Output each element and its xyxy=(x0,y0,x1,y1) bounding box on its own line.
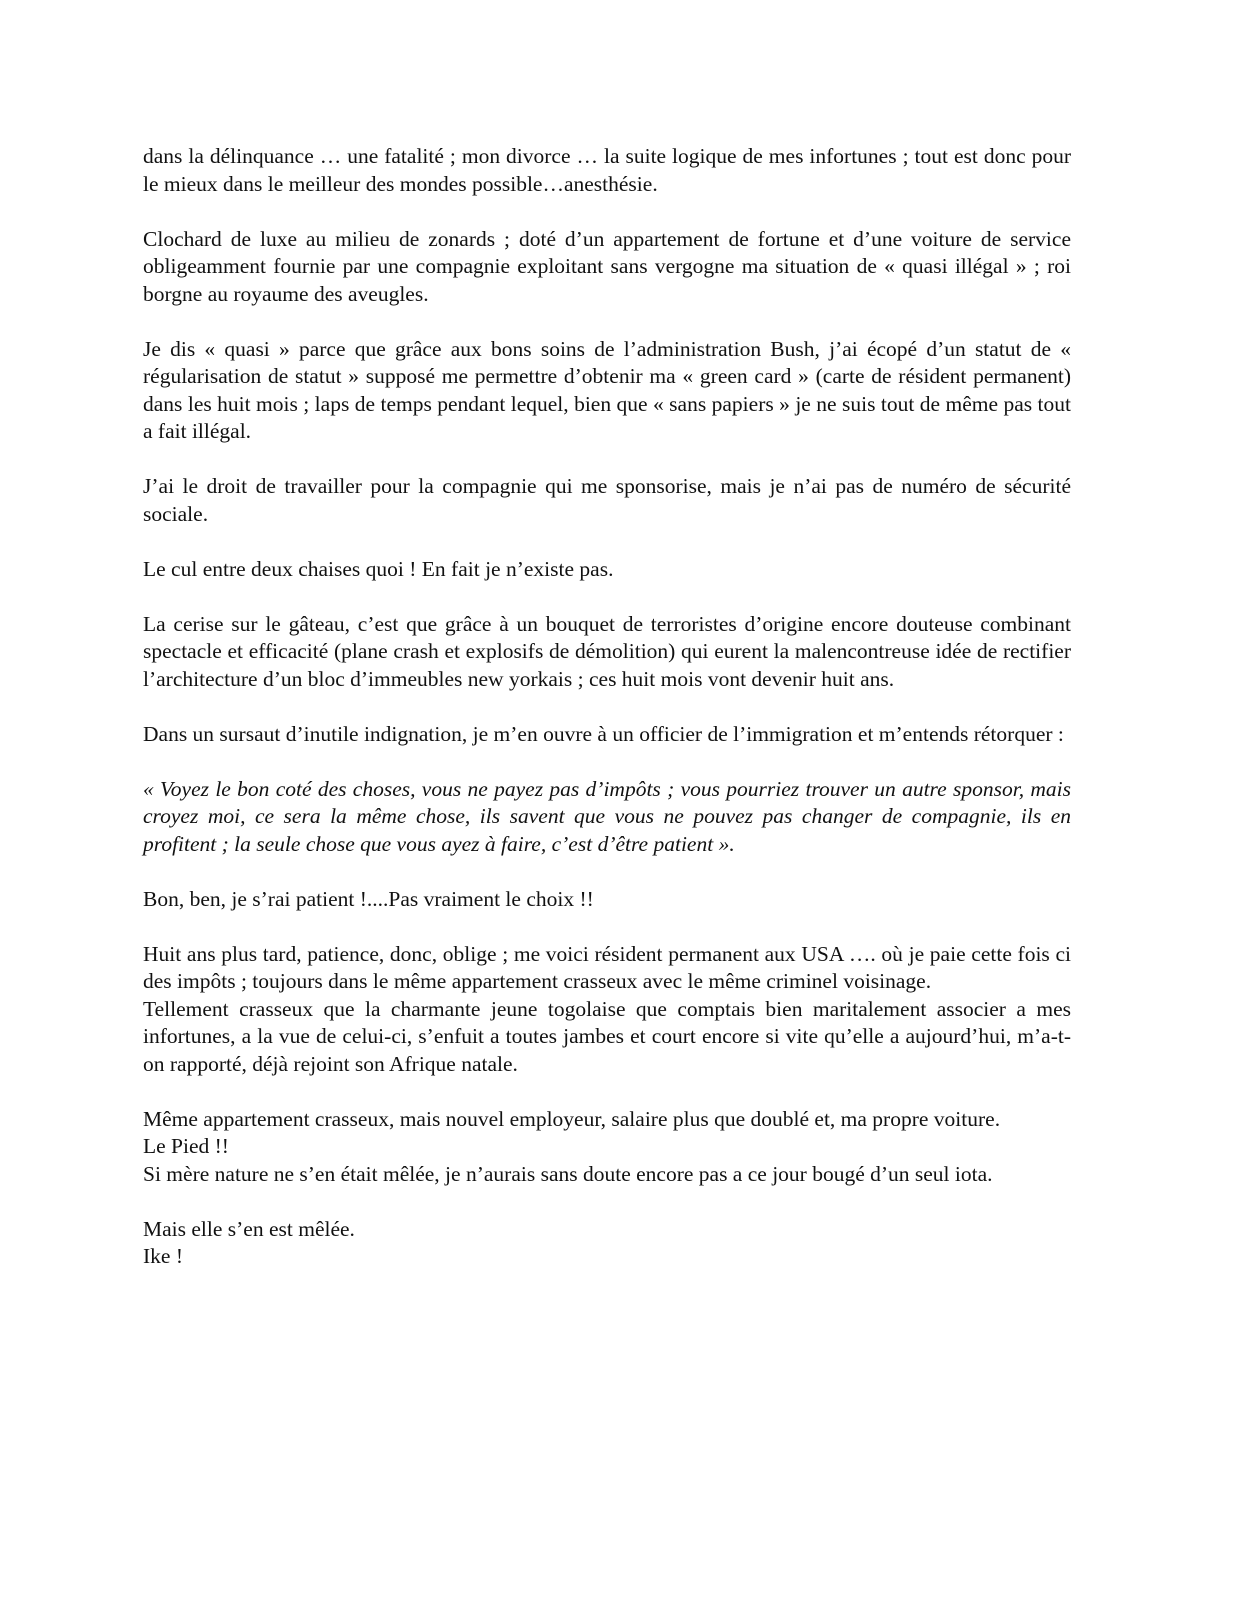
paragraph: Tellement crasseux que la charmante jeune togolaise que comptais bien maritalement associer a mes infortunes, a la vue de celui-ci, s’enfuit a toutes jambes et court encore si vite qu’elle a aujourd’hui, m’a-t-on rapporté, déjà rejoint son Afrique natale. xyxy=(143,996,1071,1076)
paragraph: Je dis « quasi » parce que grâce aux bons soins de l’administration Bush, j’ai écopé d’un statut de « régularisation de statut » supposé me permettre d’obtenir ma « green card » (carte de résident permanent) dans les huit mois ; laps de temps pendant lequel, bien que « sans papiers » je ne suis tout de même pas tout a fait illégal. xyxy=(143,336,1071,443)
paragraph: Clochard de luxe au milieu de zonards ; doté d’un appartement de fortune et d’une voiture de service obligeamment fournie par une compagnie exploitant sans vergogne ma situation de « quasi illégal » ; roi borgne au royaume des aveugles. xyxy=(143,226,1071,306)
paragraph: dans la délinquance … une fatalité ; mon divorce … la suite logique de mes infortunes ; tout est donc pour le mieux dans le meilleur des mondes possible…anesthésie. xyxy=(143,144,1071,196)
paragraph: Huit ans plus tard, patience, donc, oblige ; me voici résident permanent aux USA …. où je paie cette fois ci des impôts ; toujours dans le même appartement crasseux avec le même criminel voisinage. xyxy=(143,941,1071,993)
paragraph: Le Pied !! xyxy=(143,1134,229,1158)
paragraph: Ike ! xyxy=(143,1244,183,1268)
paragraph: J’ai le droit de travailler pour la compagnie qui me sponsorise, mais je n’ai pas de numéro de sécurité sociale. xyxy=(143,474,1071,526)
quoted-paragraph: « Voyez le bon coté des choses, vous ne payez pas d’impôts ; vous pourriez trouver un autre sponsor, mais croyez moi, ce sera la même chose, ils savent que vous ne pouvez pas changer de compagnie, ils en profitent ; la seule chose que vous ayez à faire, c’est d’être patient ». xyxy=(143,776,1071,856)
paragraph: Même appartement crasseux, mais nouvel employeur, salaire plus que doublé et, ma propre voiture. xyxy=(143,1106,1001,1131)
paragraph: Si mère nature ne s’en était mêlée, je n’aurais sans doute encore pas a ce jour bougé d’un seul iota. xyxy=(143,1161,993,1186)
paragraph: Le cul entre deux chaises quoi ! En fait je n’existe pas. xyxy=(143,556,614,581)
paragraph: La cerise sur le gâteau, c’est que grâce à un bouquet de terroristes d’origine encore douteuse combinant spectacle et efficacité (plane crash et explosifs de démolition) qui eurent la malencontreuse idée de rectifier l’architecture d’un bloc d’immeubles new yorkais ; ces huit mois vont devenir huit ans. xyxy=(143,611,1071,691)
paragraph: Bon, ben, je s’rai patient !....Pas vraiment le choix !! xyxy=(143,886,594,911)
document-body xyxy=(143,143,1071,1271)
paragraph: Dans un sursaut d’inutile indignation, je m’en ouvre à un officier de l’immigration et m’entends rétorquer : xyxy=(143,721,1064,746)
paragraph: Mais elle s’en est mêlée. xyxy=(143,1216,355,1241)
